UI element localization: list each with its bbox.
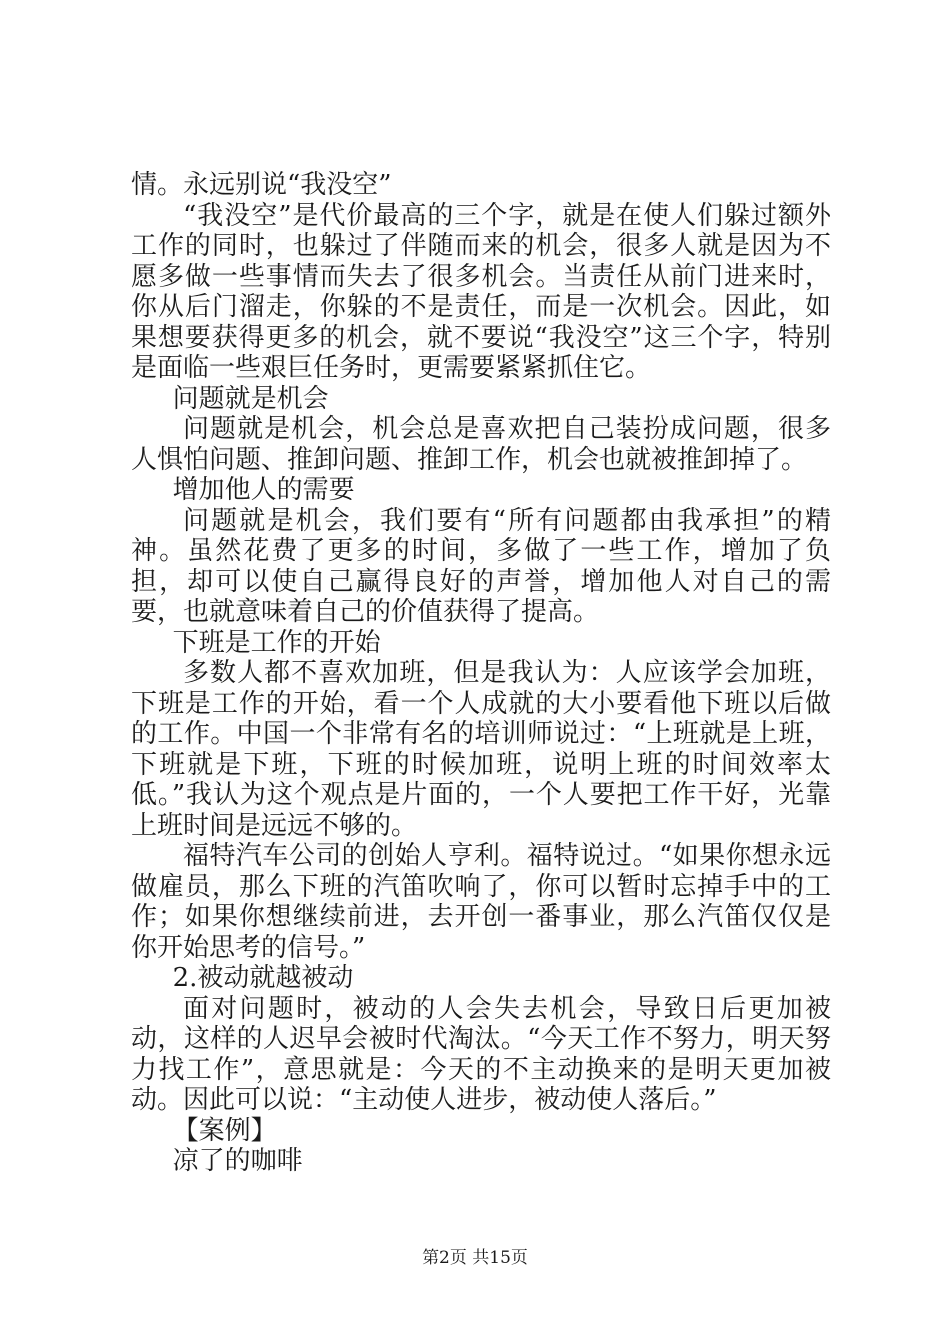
paragraph-body: 面对问题时，被动的人会失去机会，导致日后更加被动，这样的人迟早会被时代淘汰。“今天工作不努力，明天努力找工作”，意思就是：今天的不主动换来的是明天更加被动。因此可以说：“主动使人进步，被动使人落后。”	[131, 993, 831, 1115]
case-label: 【案例】	[172, 1115, 277, 1146]
paragraph-body: 多数人都不喜欢加班，但是我认为：人应该学会加班，下班是工作的开始，看一个人成就的大小要看他下班以后做的工作。中国一个非常有名的培训师说过：“上班就是上班，下班就是下班，下班的时候加班，说明上班的时间效率太低。”我认为这个观点是片面的，一个人要把工作干好，光靠上班时间是远远不够的。	[131, 658, 831, 841]
paragraph-body: 问题就是机会，机会总是喜欢把自己装扮成问题，很多人惧怕问题、推卸问题、推卸工作，机会也就被推卸掉了。	[131, 414, 831, 475]
case-title: 凉了的咖啡	[172, 1146, 303, 1176]
section-heading: 2.被动就越被动	[172, 963, 354, 993]
document-body	[131, 170, 831, 1177]
paragraph-body: 问题就是机会，我们要有“所有问题都由我承担”的精神。虽然花费了更多的时间，多做了一些工作，增加了负担，却可以使自己赢得良好的声誉，增加他人对自己的需要，也就意味着自己的价值获得了提高。	[131, 505, 831, 627]
paragraph-body: “我没空”是代价最高的三个字，就是在使人们躲过额外工作的同时，也躲过了伴随而来的机会，很多人就是因为不愿多做一些事情而失去了很多机会。当责任从前门进来时，你从后门溜走，你躲的不是责任，而是一次机会。因此，如果想要获得更多的机会，就不要说“我没空”这三个字，特别是面临一些艰巨任务时，更需要紧紧抓住它。	[131, 200, 831, 383]
section-heading: 增加他人的需要	[172, 475, 355, 505]
section-heading: 问题就是机会	[172, 383, 329, 414]
section-heading: 下班是工作的开始	[172, 627, 381, 658]
paragraph-continuation: 情。永远别说“我没空”	[131, 170, 392, 200]
paragraph-body: 福特汽车公司的创始人亨利。福特说过。“如果你想永远做雇员，那么下班的汽笛吹响了，你可以暂时忘掉手中的工作；如果你想继续前进，去开创一番事业，那么汽笛仅仅是你开始思考的信号。”	[131, 841, 831, 963]
page-number-footer: 第2页 共15页	[422, 1248, 528, 1268]
